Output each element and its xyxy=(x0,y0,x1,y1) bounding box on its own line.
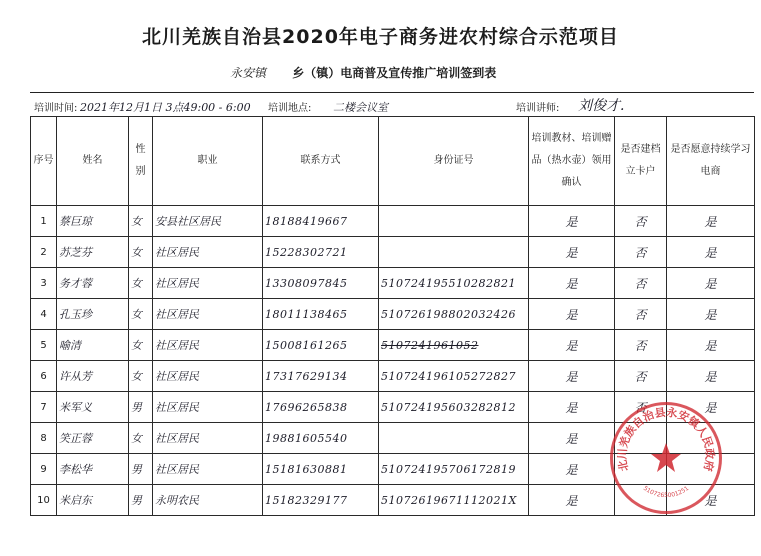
table-row xyxy=(31,268,755,299)
row-sex: 女 xyxy=(129,237,153,268)
row-id: 510724195706172819 xyxy=(379,454,529,485)
time-label: 培训时间: xyxy=(34,103,78,114)
row-id xyxy=(379,206,529,237)
row-job: 永明农民 xyxy=(153,485,263,516)
row-no: 7 xyxy=(31,392,57,423)
row-confirm: 是 xyxy=(529,330,615,361)
row-card: 否 xyxy=(615,361,667,392)
row-confirm: 是 xyxy=(529,423,615,454)
seal-code: 5107265001251 xyxy=(641,484,691,500)
row-continue: 是 xyxy=(667,485,755,516)
row-phone: 18188419667 xyxy=(263,206,379,237)
row-no: 1 xyxy=(31,206,57,237)
row-phone: 13308097845 xyxy=(263,268,379,299)
row-name: 米启东 xyxy=(57,485,129,516)
header-job: 职业 xyxy=(153,117,263,206)
row-id xyxy=(379,237,529,268)
row-phone: 17696265838 xyxy=(263,392,379,423)
row-name: 李松华 xyxy=(57,454,129,485)
row-name: 孔玉珍 xyxy=(57,299,129,330)
row-sex: 女 xyxy=(129,361,153,392)
table-row xyxy=(31,237,755,268)
row-confirm: 是 xyxy=(529,361,615,392)
row-job: 社区居民 xyxy=(153,237,263,268)
header-no: 序号 xyxy=(31,117,57,206)
subtitle-text: 乡（镇）电商普及宣传推广培训签到表 xyxy=(292,66,497,80)
table-row xyxy=(31,330,755,361)
row-phone: 17317629134 xyxy=(263,361,379,392)
document-title: 北川羌族自治县2020年电子商务进农村综合示范项目 xyxy=(142,26,619,48)
row-job: 社区居民 xyxy=(153,454,263,485)
row-no: 8 xyxy=(31,423,57,454)
header-continue: 是否愿意持续学习电商 xyxy=(667,117,755,206)
header-id: 身份证号 xyxy=(379,117,529,206)
row-name: 务才蓉 xyxy=(57,268,129,299)
table-row xyxy=(31,299,755,330)
row-continue: 是 xyxy=(667,237,755,268)
row-confirm: 是 xyxy=(529,268,615,299)
lecturer-label: 培训讲师: xyxy=(516,103,560,114)
header-sex: 性别 xyxy=(129,117,153,206)
row-job: 社区居民 xyxy=(153,299,263,330)
location-value: 二楼会议室 xyxy=(333,101,388,114)
row-id: 510724196105272827 xyxy=(379,361,529,392)
row-id: 510724195603282812 xyxy=(379,392,529,423)
row-no: 4 xyxy=(31,299,57,330)
row-sex: 女 xyxy=(129,299,153,330)
table-row xyxy=(31,361,755,392)
time-value: 2021年12月1日 3点49:00 - 6:00 xyxy=(80,101,251,114)
row-id: 5107241961052 xyxy=(379,330,529,361)
row-continue: 是 xyxy=(667,361,755,392)
row-id: 51072619671112021X xyxy=(379,485,529,516)
row-name: 喻清 xyxy=(57,330,129,361)
official-seal xyxy=(610,402,722,514)
table-header-row xyxy=(31,117,755,206)
row-no: 5 xyxy=(31,330,57,361)
row-sex: 女 xyxy=(129,423,153,454)
row-phone: 15182329177 xyxy=(263,485,379,516)
row-name: 笑正蓉 xyxy=(57,423,129,454)
row-phone: 18011138465 xyxy=(263,299,379,330)
row-card: 否 xyxy=(615,299,667,330)
row-continue: 是 xyxy=(667,206,755,237)
training-info-bar xyxy=(30,92,754,117)
row-name: 蔡巨琼 xyxy=(57,206,129,237)
row-phone: 15008161265 xyxy=(263,330,379,361)
row-sex: 男 xyxy=(129,392,153,423)
row-id xyxy=(379,423,529,454)
row-name: 苏芝芬 xyxy=(57,237,129,268)
header-confirm: 培训教材、培训赠品（热水壶）领用确认 xyxy=(529,117,615,206)
row-job: 社区居民 xyxy=(153,423,263,454)
row-continue: 是 xyxy=(667,392,755,423)
row-phone: 15228302721 xyxy=(263,237,379,268)
header-name: 姓名 xyxy=(57,117,129,206)
seal-star-icon xyxy=(651,443,681,472)
row-sex: 女 xyxy=(129,268,153,299)
row-sex: 男 xyxy=(129,485,153,516)
row-card: 否 xyxy=(615,330,667,361)
row-id: 510724195510282821 xyxy=(379,268,529,299)
row-no: 10 xyxy=(31,485,57,516)
row-id: 510726198802032426 xyxy=(379,299,529,330)
row-no: 3 xyxy=(31,268,57,299)
location-label: 培训地点: xyxy=(268,103,312,114)
row-confirm: 是 xyxy=(529,485,615,516)
seal-text: 北川羌族自治县永安镇人民政府 xyxy=(615,405,717,473)
row-continue: 是 xyxy=(667,268,755,299)
row-confirm: 是 xyxy=(529,299,615,330)
document-subtitle xyxy=(230,64,496,81)
row-card: 否 xyxy=(615,392,667,423)
row-name: 米军义 xyxy=(57,392,129,423)
row-job: 安县社区居民 xyxy=(153,206,263,237)
row-card: 否 xyxy=(615,206,667,237)
row-confirm: 是 xyxy=(529,392,615,423)
row-continue: 是 xyxy=(667,299,755,330)
row-continue: 是 xyxy=(667,330,755,361)
row-job: 社区居民 xyxy=(153,268,263,299)
row-job: 社区居民 xyxy=(153,361,263,392)
lecturer-value: 刘俊才. xyxy=(578,98,625,114)
row-confirm: 是 xyxy=(529,206,615,237)
row-phone: 15181630881 xyxy=(263,454,379,485)
row-card: 否 xyxy=(615,237,667,268)
row-no: 6 xyxy=(31,361,57,392)
row-job: 社区居民 xyxy=(153,330,263,361)
row-sex: 女 xyxy=(129,206,153,237)
table-row xyxy=(31,206,755,237)
header-card: 是否建档立卡户 xyxy=(615,117,667,206)
row-job: 社区居民 xyxy=(153,392,263,423)
row-confirm: 是 xyxy=(529,454,615,485)
row-no: 2 xyxy=(31,237,57,268)
row-sex: 女 xyxy=(129,330,153,361)
row-phone: 19881605540 xyxy=(263,423,379,454)
row-sex: 男 xyxy=(129,454,153,485)
row-confirm: 是 xyxy=(529,237,615,268)
seal-graphic xyxy=(613,405,719,511)
handwritten-township: 永安镇 xyxy=(230,66,267,80)
row-no: 9 xyxy=(31,454,57,485)
header-phone: 联系方式 xyxy=(263,117,379,206)
row-name: 许从芳 xyxy=(57,361,129,392)
row-card: 否 xyxy=(615,268,667,299)
